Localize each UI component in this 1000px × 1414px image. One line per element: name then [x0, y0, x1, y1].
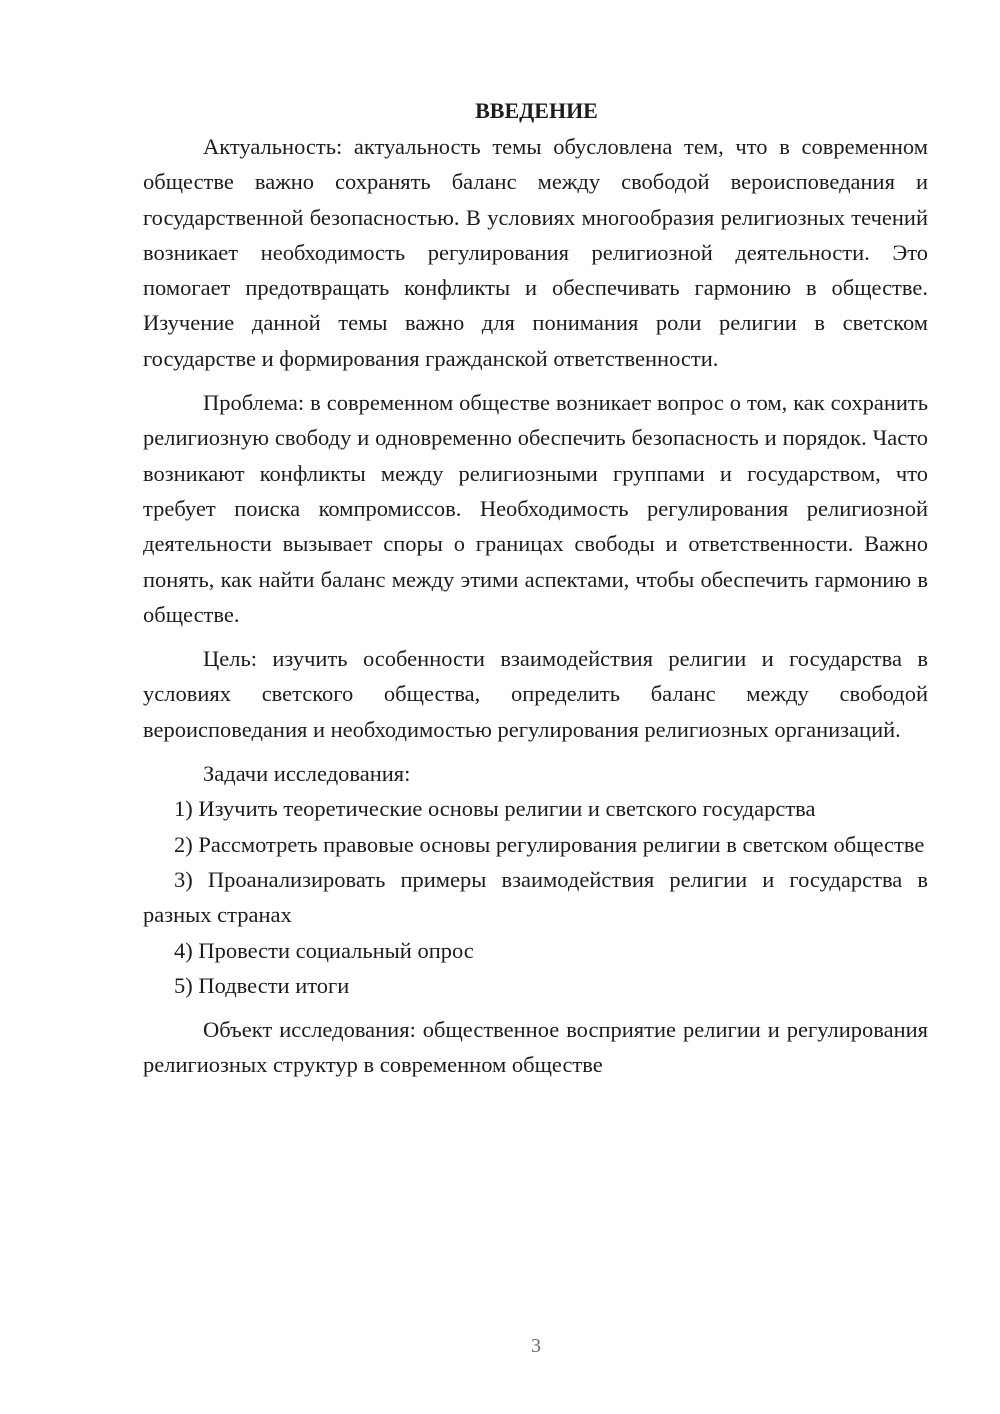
relevance-paragraph: Актуальность: актуальность темы обусловлена тем, что в современном обществе важно сохранять баланс между свободой вероисповедания и государственной безопасностью. В условиях многообразия религиозных течений возникает необходимость регулирования религиозной деятельности. Это помогает предотвращать конфликты и обеспечивать гармонию в обществе. Изучение данной темы важно для понимания роли религии в светском государстве и формирования гражданской ответственности.: [143, 134, 928, 371]
problem-paragraph: Проблема: в современном обществе возникает вопрос о том, как сохранить религиозную свободу и одновременно обеспечить безопасность и порядок. Часто возникают конфликты между религиозными группами и государством, что требует поиска компромиссов. Необходимость регулирования религиозной деятельности вызывает споры о границах свободы и ответственности. Важно понять, как найти баланс между этими аспектами, чтобы обеспечить гармонию в обществе.: [143, 390, 928, 627]
list-item: 2) Рассмотреть правовые основы регулирования религии в светском обществе: [174, 831, 925, 857]
list-item: 4) Провести социальный опрос: [174, 937, 474, 963]
goal-paragraph: Цель: изучить особенности взаимодействия религии и государства в условиях светского общества, определить баланс между свободой вероисповедания и необходимостью регулирования религиозных организаций.: [143, 646, 928, 742]
page-content: [143, 93, 928, 1083]
object-paragraph: Объект исследования: общественное восприятие религии и регулирования религиозных структур в современном обществе: [143, 1017, 928, 1078]
tasks-heading: Задачи исследования:: [203, 761, 411, 787]
list-item: 3) Проанализировать примеры взаимодействия религии и государства в разных странах: [143, 866, 928, 928]
list-item: 5) Подвести итоги: [174, 972, 350, 998]
page-number: 3: [531, 1335, 541, 1357]
page-title: ВВЕДЕНИЕ: [475, 98, 598, 123]
tasks-list: [143, 791, 928, 1003]
list-item: 1) Изучить теоретические основы религии и светского государства: [174, 796, 816, 822]
